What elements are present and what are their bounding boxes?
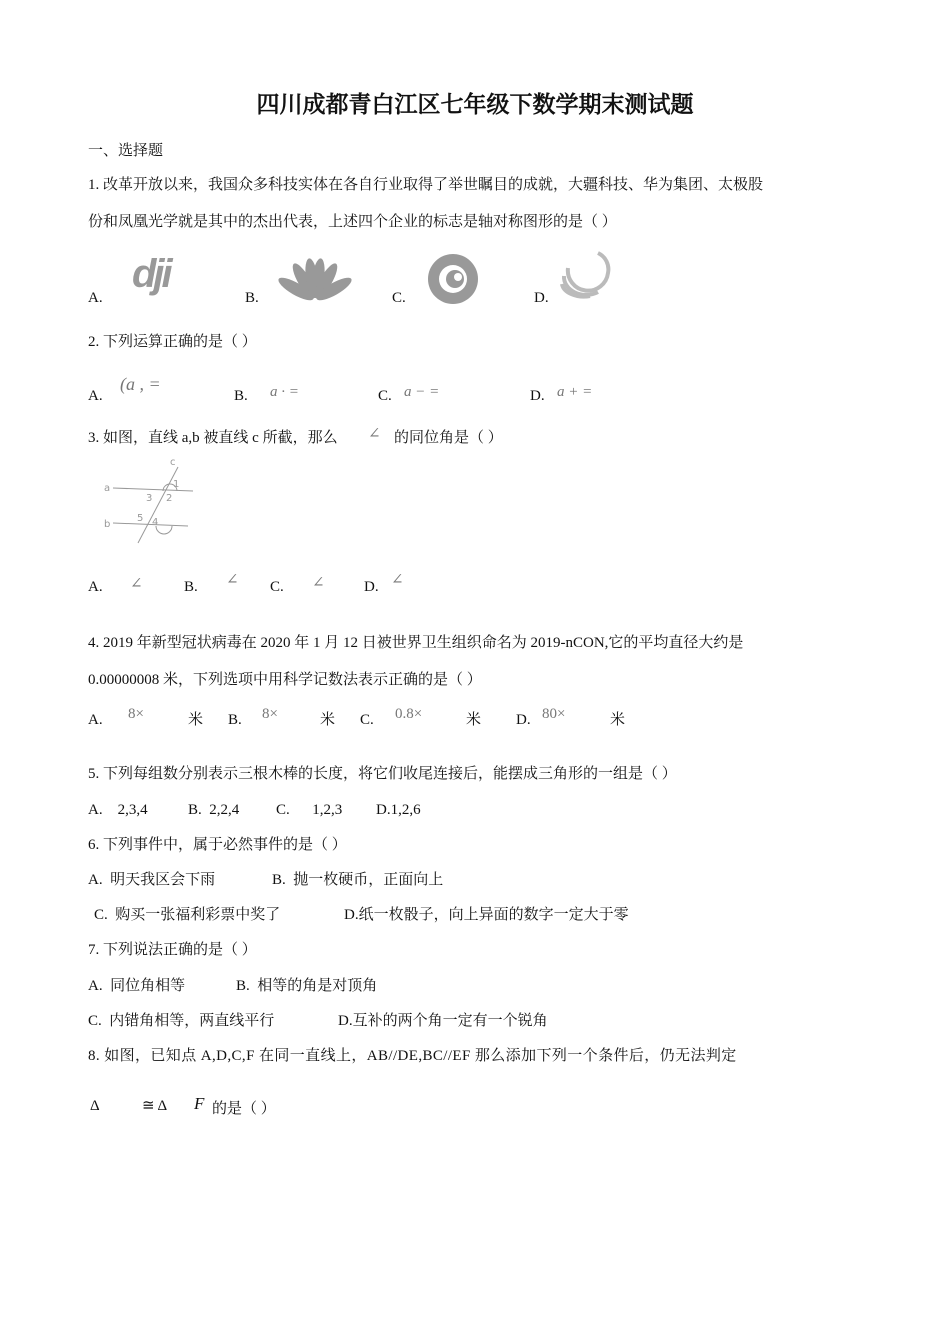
q4-coef-c: 0.8× xyxy=(395,706,423,722)
q4-line2: 0.00000008 米，下列选项中用科学记数法表示正确的是（ ） xyxy=(88,672,482,688)
label-3: 3 xyxy=(146,493,153,504)
q3-option-c: C. xyxy=(270,579,284,595)
q7-option-c: C. 内错角相等，两直线平行 xyxy=(88,1013,275,1029)
q3-stem-a: 3. 如图，直线 a,b 被直线 c 所截，那么 xyxy=(88,430,338,446)
q6-stem: 6. 下列事件中，属于必然事件的是（ ） xyxy=(88,837,347,853)
q6-option-c: C. 购买一张福利彩票中奖了 xyxy=(94,907,281,923)
q2-option-c: C. xyxy=(378,388,392,404)
q7-option-b: B. 相等的角是对顶角 xyxy=(236,978,378,994)
page-title: 四川成都青白江区七年级下数学期末测试题 xyxy=(256,92,694,117)
taiji-logo xyxy=(423,253,483,305)
q2-expr-c: a − = xyxy=(404,384,440,400)
q5-stem: 5. 下列每组数分别表示三根木棒的长度，将它们收尾连接后，能摆成三角形的一组是（ ） xyxy=(88,766,677,782)
q3-angle: ∠ xyxy=(368,426,381,442)
q3-angle-b: ∠ xyxy=(226,572,239,588)
q2-expr-d: a + = xyxy=(557,384,593,400)
q4-coef-d: 80× xyxy=(542,706,566,722)
q2-expr-b: a · = xyxy=(270,384,299,400)
q3-angle-a: ∠ xyxy=(130,576,143,592)
q1-option-c: C. xyxy=(392,290,406,306)
q3-angle-c: ∠ xyxy=(312,575,325,591)
q4-coef-a: 8× xyxy=(128,706,144,722)
label-b: b xyxy=(104,519,111,530)
q7-stem: 7. 下列说法正确的是（ ） xyxy=(88,942,257,958)
q2-option-d: D. xyxy=(530,388,545,404)
q4-unit-d: 米 xyxy=(610,712,626,728)
q8-f: F xyxy=(194,1094,205,1113)
q3-option-b: B. xyxy=(184,579,198,595)
q3-option-d: D. xyxy=(364,579,379,595)
q1-line2: 份和凤凰光学就是其中的杰出代表，上述四个企业的标志是轴对称图形的是（ ） xyxy=(88,214,617,230)
q2-expr-a: (a , = xyxy=(120,374,161,394)
q2-option-a: A. xyxy=(88,388,103,404)
label-1: 1 xyxy=(173,479,180,490)
q4-option-a: A. xyxy=(88,712,103,728)
q5-option-c: C. 1,2,3 xyxy=(276,802,343,818)
label-4: 4 xyxy=(152,517,159,528)
q5-option-a: A. 2,3,4 xyxy=(88,802,148,818)
phoenix-logo xyxy=(558,248,614,300)
q8-congruent: ≅ Δ xyxy=(142,1098,168,1114)
q4-unit-a: 米 xyxy=(188,712,204,728)
label-5: 5 xyxy=(137,513,144,524)
q4-coef-b: 8× xyxy=(262,706,278,722)
q4-option-b: B. xyxy=(228,712,242,728)
q4-option-c: C. xyxy=(360,712,374,728)
huawei-logo xyxy=(270,250,360,305)
q7-option-a: A. 同位角相等 xyxy=(88,978,186,994)
q1-option-a: A. xyxy=(88,290,103,306)
q8-delta: Δ xyxy=(90,1098,100,1114)
section-heading: 一、选择题 xyxy=(88,143,164,159)
q3-option-a: A. xyxy=(88,579,103,595)
q5-option-d: D.1,2,6 xyxy=(376,802,421,818)
dji-logo: dji xyxy=(132,252,170,296)
q5-option-b: B. 2,2,4 xyxy=(188,802,240,818)
q4-option-d: D. xyxy=(516,712,531,728)
label-c: c xyxy=(170,457,176,468)
q8-tail: 的是（ ） xyxy=(212,1101,276,1117)
q4-line1: 4. 2019 年新型冠状病毒在 2020 年 1 月 12 日被世界卫生组织命名为 2019-nCON,它的平均直径大约是 xyxy=(88,635,744,651)
q3-parallel-lines-figure xyxy=(100,455,200,550)
q1-line1: 1. 改革开放以来，我国众多科技实体在各自行业取得了举世瞩目的成就，大疆科技、华为集团、太极股 xyxy=(88,177,764,193)
q6-option-a: A. 明天我区会下雨 xyxy=(88,872,216,888)
q8-line1: 8. 如图，已知点 A,D,C,F 在同一直线上，AB//DE,BC//EF 那么添加下列一个条件后，仍无法判定 xyxy=(88,1048,737,1064)
q7-option-d: D.互补的两个角一定有一个锐角 xyxy=(338,1013,548,1029)
q6-option-d: D.纸一枚骰子，向上异面的数字一定大于零 xyxy=(344,907,629,923)
label-a: a xyxy=(104,483,111,494)
q2-option-b: B. xyxy=(234,388,248,404)
q4-unit-c: 米 xyxy=(466,712,482,728)
q1-option-d: D. xyxy=(534,290,549,306)
q3-angle-d: ∠ xyxy=(391,572,404,588)
q2-stem: 2. 下列运算正确的是（ ） xyxy=(88,334,257,350)
q3-stem-b: 的同位角是（ ） xyxy=(394,430,503,446)
q1-option-b: B. xyxy=(245,290,259,306)
q4-unit-b: 米 xyxy=(320,712,336,728)
label-2: 2 xyxy=(166,493,173,504)
q6-option-b: B. 抛一枚硬币，正面向上 xyxy=(272,872,444,888)
